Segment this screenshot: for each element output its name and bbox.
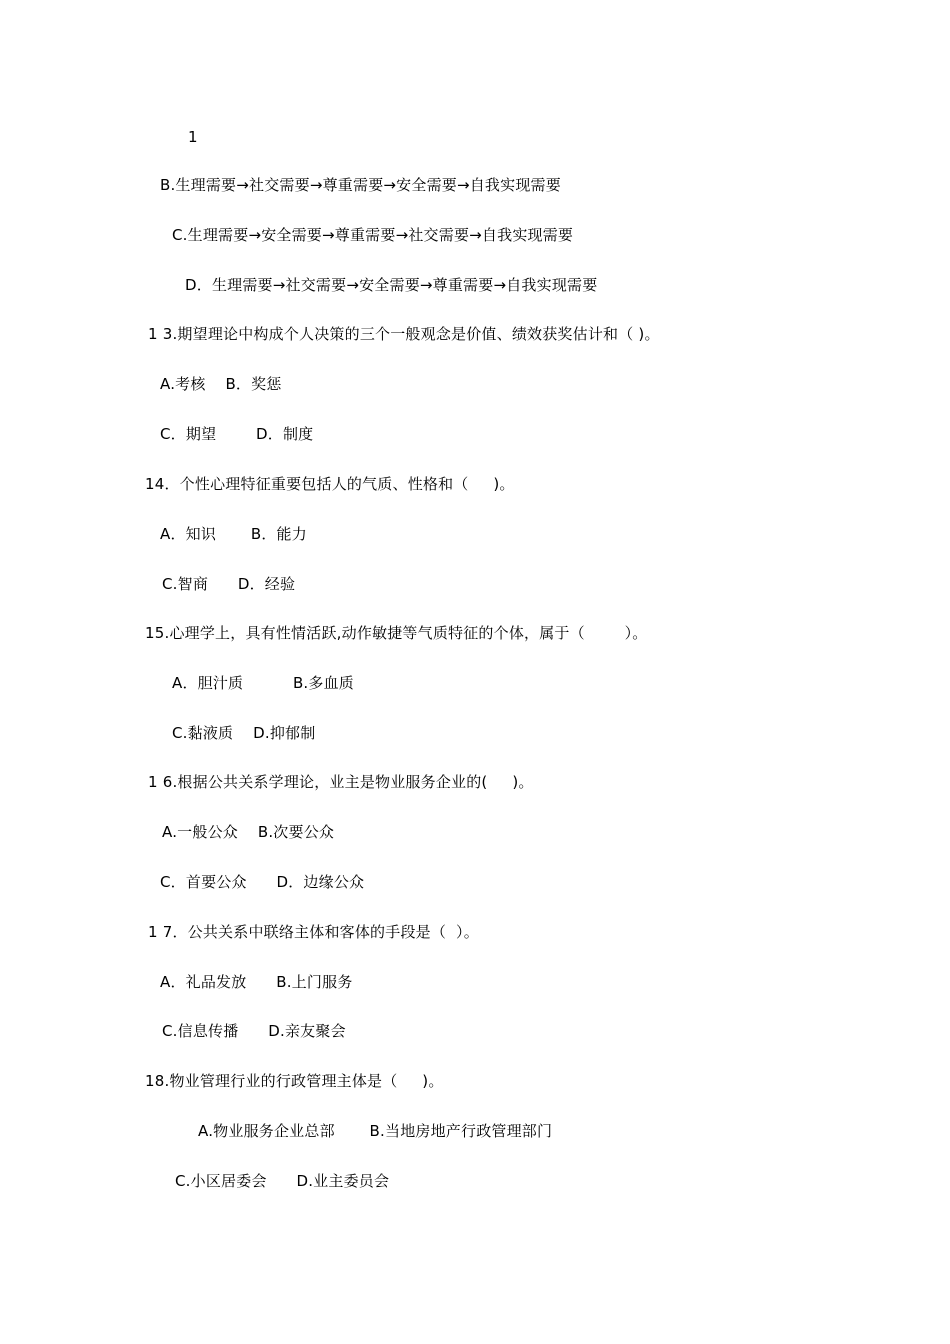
option-line: B.生理需要→社交需要→尊重需要→安全需要→自我实现需要 [160,176,561,194]
question-line: 15.心理学上，具有性情活跃,动作敏捷等气质特征的个体，属于（ ）。 [145,624,648,642]
option-line: A.一般公众 B.次要公众 [162,823,335,841]
page-number: 1 [188,128,198,146]
option-line: C.生理需要→安全需要→尊重需要→社交需要→自我实现需要 [172,226,574,244]
option-line: C.黏液质 D.抑郁制 [172,724,316,742]
option-line: C．期望 D．制度 [160,425,314,443]
option-line: A.考核 B．奖惩 [160,375,282,393]
option-line: A．礼品发放 B.上门服务 [160,973,353,991]
question-line: 18.物业管理行业的行政管理主体是（ )。 [145,1072,444,1090]
option-line: A.物业服务企业总部 B.当地房地产行政管理部门 [198,1122,553,1140]
option-line: A．知识 B．能力 [160,525,307,543]
option-line: A．胆汁质 B.多血质 [172,674,355,692]
question-line: 1 3.期望理论中构成个人决策的三个一般观念是价值、绩效获奖估计和（ )。 [148,325,660,343]
question-line: 14．个性心理特征重要包括人的气质、性格和（ )。 [145,475,515,493]
question-line: 1 7．公共关系中联络主体和客体的手段是（ ）。 [148,923,479,941]
option-line: C.智商 D．经验 [162,575,296,593]
option-line: D．生理需要→社交需要→安全需要→尊重需要→自我实现需要 [185,276,598,294]
option-line: C．首要公众 D．边缘公众 [160,873,365,891]
option-line: C.小区居委会 D.业主委员会 [175,1172,390,1190]
question-line: 1 6.根据公共关系学理论，业主是物业服务企业的( )。 [148,773,534,791]
option-line: C.信息传播 D.亲友聚会 [162,1022,346,1040]
